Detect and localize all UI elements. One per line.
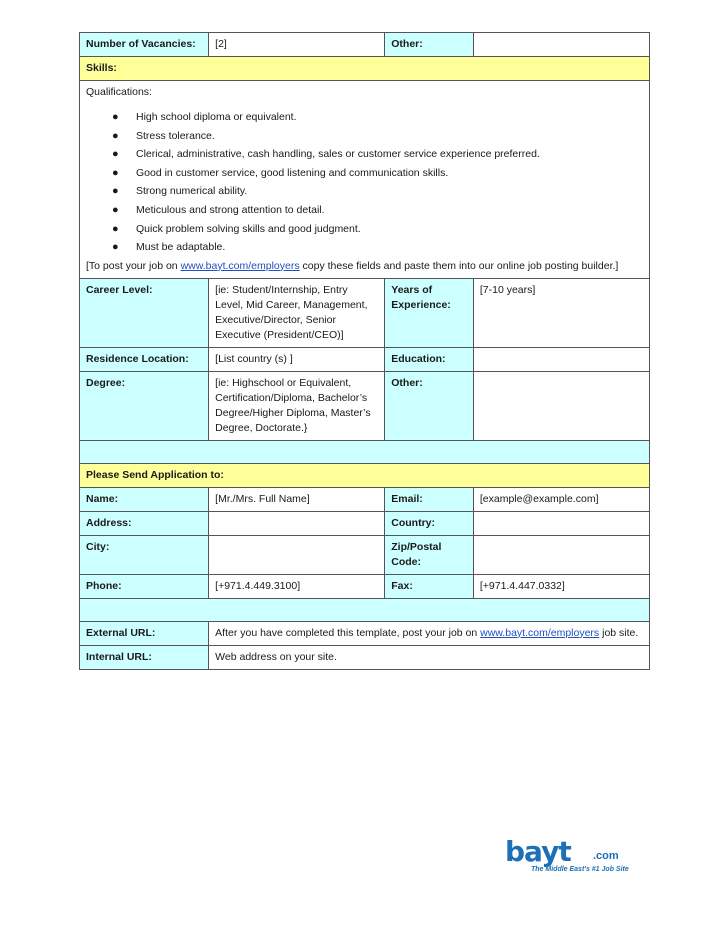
logo-wordmark: bayt: [505, 835, 571, 868]
zip-label: Zip/Postal Code:: [385, 535, 474, 574]
bayt-employers-link[interactable]: www.bayt.com/employers: [480, 626, 600, 639]
list-item: ● Meticulous and strong attention to detail.: [112, 201, 643, 220]
list-item: ● Stress tolerance.: [112, 127, 643, 146]
logo-tagline: The Middle East's #1 Job Site: [531, 866, 629, 873]
spacer-row: [80, 440, 650, 463]
internal-url-row: [80, 645, 650, 669]
external-url-value[interactable]: After you have completed this template, post your job on www.bayt.com/employers job site.: [209, 621, 650, 645]
address-value[interactable]: [209, 511, 385, 535]
bullet-icon: ●: [112, 203, 119, 216]
degree-other-label: Other:: [385, 371, 474, 440]
education-value[interactable]: [473, 347, 649, 371]
qualifications-label: Qualifications:: [86, 86, 152, 98]
degree-row: [80, 371, 650, 440]
external-url-row: [80, 621, 650, 645]
list-item: ● Clerical, administrative, cash handling, sales or customer service experience preferred.: [112, 145, 643, 164]
internal-url-label: Internal URL:: [80, 645, 209, 669]
vacancies-other-value[interactable]: [473, 33, 649, 57]
skills-header: Skills:: [80, 57, 650, 81]
phone-row: [80, 574, 650, 598]
external-url-label: External URL:: [80, 621, 209, 645]
city-row: [80, 535, 650, 574]
list-item: ● High school diploma or equivalent.: [112, 108, 643, 127]
bayt-logo: [505, 835, 645, 880]
phone-value[interactable]: [+971.4.449.3100]: [209, 574, 385, 598]
education-label: Education:: [385, 347, 474, 371]
bullet-icon: ●: [112, 185, 119, 198]
internal-url-value[interactable]: Web address on your site.: [209, 645, 650, 669]
list-item: ● Strong numerical ability.: [112, 182, 643, 201]
degree-value[interactable]: [ie: Highschool or Equivalent, Certification/Diploma, Bachelor’s Degree/Higher Diploma, Master’s Degree, Doctorate.}: [209, 371, 385, 440]
name-value[interactable]: [Mr./Mrs. Full Name]: [209, 487, 385, 511]
address-row: [80, 511, 650, 535]
residence-row: [80, 347, 650, 371]
years-experience-value[interactable]: [7-10 years]: [473, 278, 649, 347]
email-label: Email:: [385, 487, 474, 511]
country-value[interactable]: [473, 511, 649, 535]
fax-value[interactable]: [+971.4.447.0332]: [473, 574, 649, 598]
country-label: Country:: [385, 511, 474, 535]
list-item: ● Good in customer service, good listening and communication skills.: [112, 164, 643, 183]
skills-row: [80, 57, 650, 81]
qualifications-list: [86, 108, 643, 257]
bullet-icon: ●: [112, 148, 119, 161]
vacancies-row: [80, 33, 650, 57]
city-label: City:: [80, 535, 209, 574]
career-level-value[interactable]: [ie: Student/Internship, Entry Level, Mid Career, Management, Executive/Director, Senior Executive (President/CEO)]: [209, 278, 385, 347]
spacer-cell: [80, 598, 650, 621]
application-header: Please Send Application to:: [80, 463, 650, 487]
residence-value[interactable]: [List country (s) ]: [209, 347, 385, 371]
qualifications-row: [80, 81, 650, 279]
vacancies-other-label: Other:: [385, 33, 474, 57]
residence-label: Residence Location:: [80, 347, 209, 371]
logo-dotcom: .com: [593, 850, 619, 862]
bayt-employers-link[interactable]: www.bayt.com/employers: [180, 259, 300, 272]
bullet-icon: ●: [112, 129, 119, 142]
list-item: ● Must be adaptable.: [112, 238, 643, 257]
bullet-icon: ●: [112, 222, 119, 235]
email-value[interactable]: [example@example.com]: [473, 487, 649, 511]
career-level-label: Career Level:: [80, 278, 209, 347]
vacancies-value[interactable]: [2]: [209, 33, 385, 57]
vacancies-label: Number of Vacancies:: [80, 33, 209, 57]
career-row: [80, 278, 650, 347]
address-label: Address:: [80, 511, 209, 535]
zip-value[interactable]: [473, 535, 649, 574]
name-label: Name:: [80, 487, 209, 511]
bullet-icon: ●: [112, 111, 119, 123]
degree-other-value[interactable]: [473, 371, 649, 440]
job-posting-form: [79, 32, 650, 670]
bullet-icon: ●: [112, 241, 119, 254]
spacer-row-2: [80, 598, 650, 621]
fax-label: Fax:: [385, 574, 474, 598]
list-item: ● Quick problem solving skills and good judgment.: [112, 220, 643, 239]
application-header-row: [80, 463, 650, 487]
degree-label: Degree:: [80, 371, 209, 440]
bullet-icon: ●: [112, 166, 119, 179]
posting-note: [To post your job on www.bayt.com/employers copy these fields and paste them into our online job posting builder.]: [86, 259, 619, 272]
city-value[interactable]: [209, 535, 385, 574]
spacer-cell: [80, 440, 650, 463]
qualifications-cell: [80, 81, 650, 279]
name-row: [80, 487, 650, 511]
years-experience-label: Years of Experience:: [385, 278, 474, 347]
phone-label: Phone:: [80, 574, 209, 598]
